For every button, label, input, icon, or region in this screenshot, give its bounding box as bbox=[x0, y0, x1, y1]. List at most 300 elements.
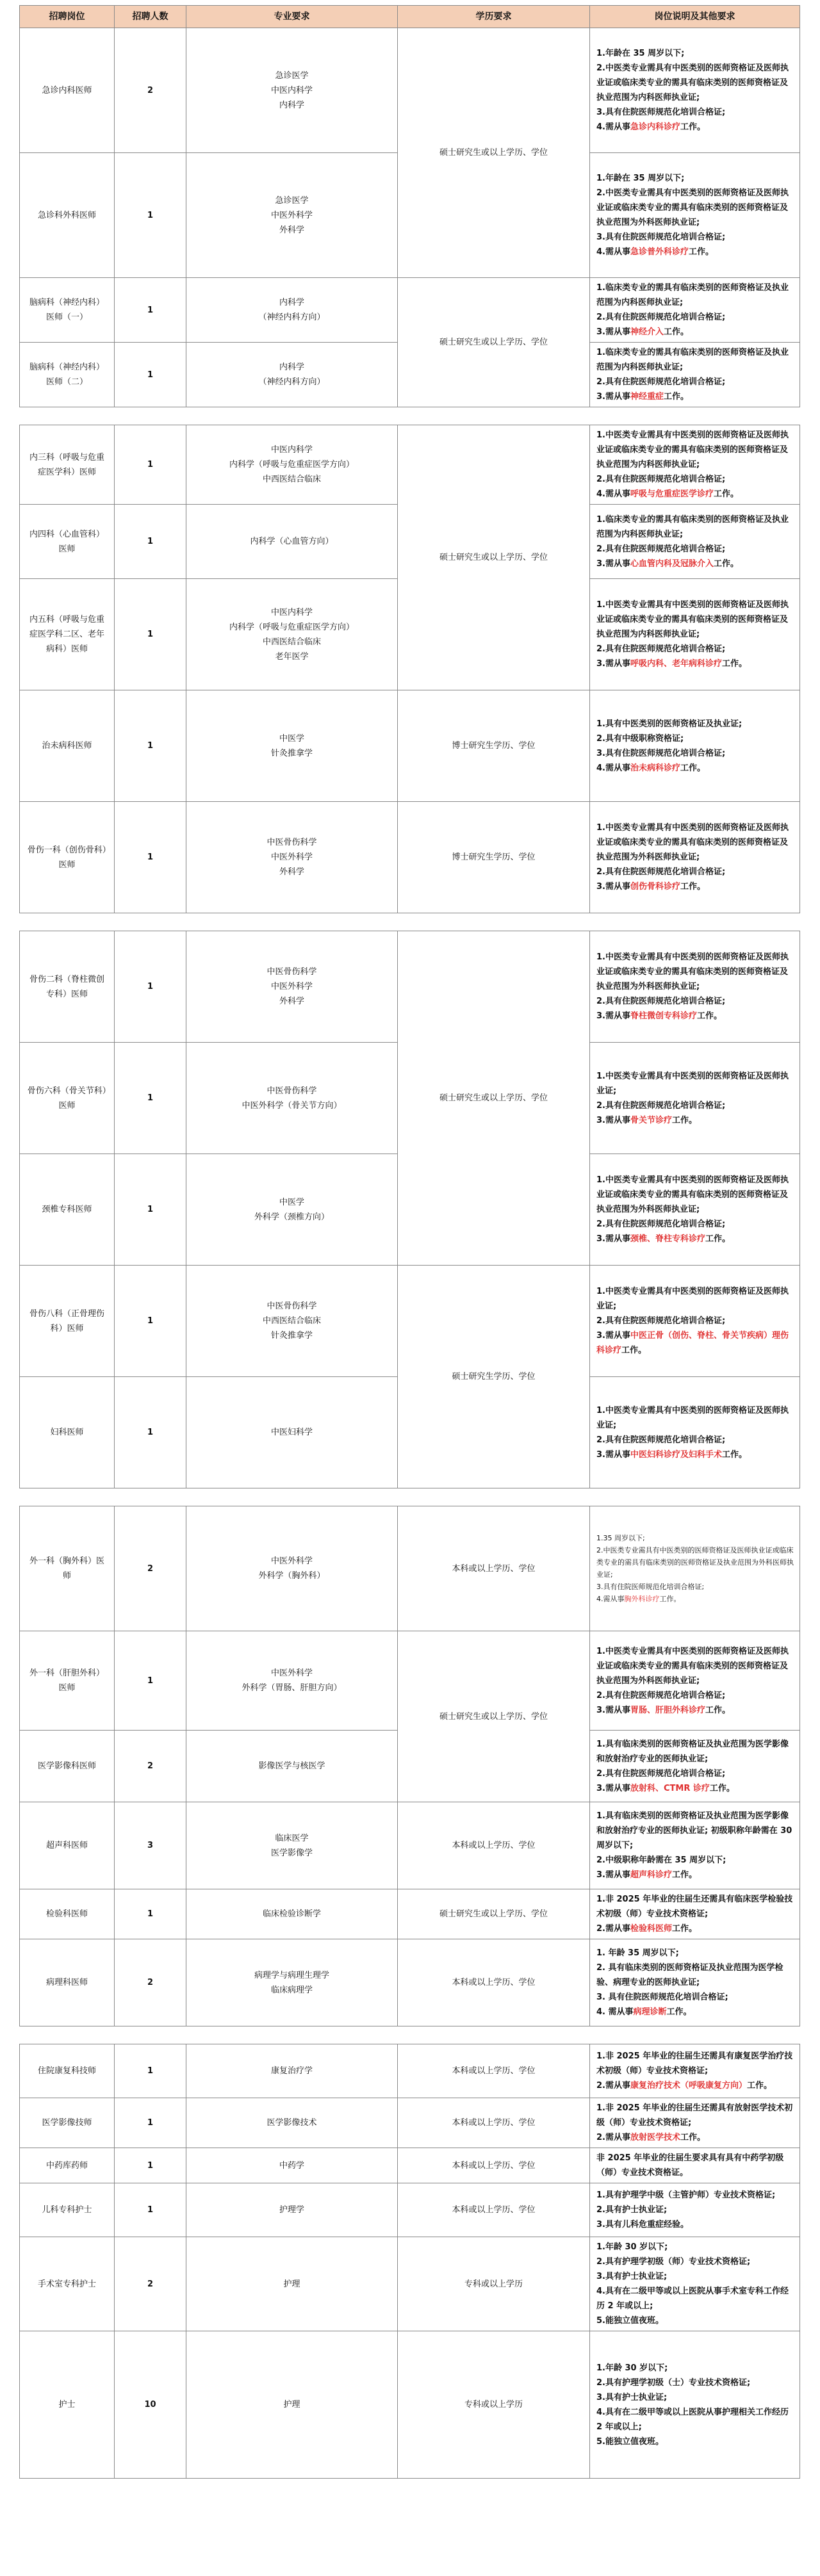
table-row bbox=[20, 1889, 800, 1939]
requirement-text: 1. 年龄 35 周岁以下; bbox=[596, 1948, 679, 1958]
education-requirement: 硕士研究生或以上学历、学位 bbox=[398, 1631, 590, 1802]
requirement-line bbox=[596, 994, 794, 1009]
post-name: 内四科（心血管科）医师 bbox=[20, 505, 115, 579]
requirement-line bbox=[596, 46, 794, 61]
post-name: 骨伤六科（骨关节科）医师 bbox=[20, 1043, 115, 1154]
major-item: 护理学 bbox=[279, 2205, 304, 2215]
requirement-text: 工作。 bbox=[747, 2081, 773, 2091]
major-item: 中医骨伤科学 bbox=[266, 838, 317, 847]
requirement-text: 2.具有住院医师规范化培训合格证; bbox=[596, 544, 726, 554]
requirement-text: 2.中医类专业需具有中医类别的医师资格证及医师执业证或临床类专业的需具有临床类别的医师资格证及执业范围为外科医师执业证; bbox=[596, 1546, 794, 1579]
headcount: 1 bbox=[115, 2183, 186, 2237]
requirement-text: 3.需从事 bbox=[596, 882, 630, 892]
position-requirements bbox=[590, 1802, 800, 1889]
major-item: 影像医学与核医学 bbox=[258, 1761, 325, 1771]
major-requirement bbox=[186, 425, 398, 505]
major-item: 临床检验诊断学 bbox=[262, 1909, 321, 1919]
requirement-line bbox=[596, 2078, 794, 2093]
requirement-line bbox=[596, 746, 794, 761]
requirement-line bbox=[596, 120, 794, 135]
headcount: 1 bbox=[115, 278, 186, 343]
requirement-text: 工作。 bbox=[709, 1783, 735, 1793]
requirement-text: 1.具有临床类别的医师资格证及执业范围为医学影像和放射治疗专业的医师执业证; 初级职称年龄需在 30 周岁以下; bbox=[596, 1811, 792, 1850]
requirement-line bbox=[596, 2269, 794, 2284]
education-requirement: 本科或以上学历、学位 bbox=[398, 2183, 590, 2237]
major-item: 外科学 bbox=[279, 225, 304, 235]
requirement-text: 3.需从事 bbox=[596, 558, 630, 569]
requirement-text: 4.需从事 bbox=[596, 489, 630, 499]
requirement-line bbox=[596, 1581, 794, 1593]
requirement-line bbox=[596, 642, 794, 656]
position-requirements bbox=[590, 1266, 800, 1377]
post-name: 骨伤二科（脊柱微创专科）医师 bbox=[20, 931, 115, 1043]
requirement-line bbox=[596, 2284, 794, 2313]
major-requirement bbox=[186, 278, 398, 343]
requirement-line bbox=[596, 2151, 794, 2180]
headcount: 1 bbox=[115, 153, 186, 278]
major-item: 急诊医学 bbox=[275, 195, 309, 206]
requirement-text: 4.具有在二级甲等或以上医院从事手术室专科工作经历 2 年或以上; bbox=[596, 2287, 789, 2311]
position-requirements bbox=[590, 579, 800, 690]
requirement-text: 3.需从事 bbox=[596, 1705, 630, 1715]
headcount: 1 bbox=[115, 1377, 186, 1488]
position-requirements bbox=[590, 1731, 800, 1802]
requirement-line bbox=[596, 375, 794, 389]
requirement-text: 工作。 bbox=[722, 1449, 748, 1460]
section-gap bbox=[20, 407, 800, 425]
requirement-line bbox=[596, 1737, 794, 1766]
education-requirement: 本科或以上学历、学位 bbox=[398, 2148, 590, 2183]
table-row bbox=[20, 1631, 800, 1731]
requirement-text: 2.具有住院医师规范化培训合格证; bbox=[596, 1768, 726, 1779]
requirement-text: 3.具有儿科危重症经验。 bbox=[596, 2220, 689, 2230]
requirement-line bbox=[596, 281, 794, 310]
requirement-text: 3.具有住院医师规范化培训合格证; bbox=[596, 1583, 705, 1591]
requirement-text: 2.具有住院医师规范化培训合格证; bbox=[596, 475, 726, 484]
headcount: 2 bbox=[115, 1731, 186, 1802]
headcount: 1 bbox=[115, 1154, 186, 1266]
requirement-text: 1.临床类专业的需具有临床类别的医师资格证及执业范围为内科医师执业证; bbox=[596, 348, 789, 372]
major-item: 护理 bbox=[283, 2400, 300, 2409]
highlighted-duty: 检验科医师 bbox=[630, 1924, 672, 1934]
highlighted-duty: 神经重症 bbox=[630, 392, 664, 402]
headcount: 2 bbox=[115, 1939, 186, 2026]
requirement-line bbox=[596, 1098, 794, 1113]
highlighted-duty: 呼吸与危重症医学诊疗 bbox=[630, 489, 714, 499]
headcount: 1 bbox=[115, 425, 186, 505]
major-requirement bbox=[186, 1939, 398, 2026]
headcount: 2 bbox=[115, 1506, 186, 1631]
requirement-text: 1.中医类专业需具有中医类别的医师资格证及医师执业证或临床类专业的需具有临床类别的医师资格证及执业范围为外科医师执业证; bbox=[596, 823, 789, 862]
highlighted-duty: 放射科、CTMR 诊疗 bbox=[630, 1783, 710, 1793]
position-requirements bbox=[590, 1889, 800, 1939]
requirement-line bbox=[596, 171, 794, 186]
position-requirements bbox=[590, 28, 800, 153]
major-requirement bbox=[186, 1377, 398, 1488]
section-gap-cell bbox=[20, 913, 800, 931]
headcount: 1 bbox=[115, 1266, 186, 1377]
requirement-line bbox=[596, 820, 794, 865]
major-requirement bbox=[186, 2098, 398, 2148]
post-name: 护士 bbox=[20, 2331, 115, 2479]
requirement-line bbox=[596, 2405, 794, 2434]
requirement-text: 1.中医类专业需具有中医类别的医师资格证及医师执业证或临床类专业的需具有临床类别的医师资格证及执业范围为外科医师执业证; bbox=[596, 952, 789, 991]
highlighted-duty: 颈椎、脊柱专科诊疗 bbox=[630, 1234, 705, 1244]
post-name: 医学影像科医师 bbox=[20, 1731, 115, 1802]
major-item: 中药学 bbox=[279, 2160, 304, 2171]
header-requirements: 岗位说明及其他要求 bbox=[590, 6, 800, 28]
education-requirement: 博士研究生学历、学位 bbox=[398, 802, 590, 913]
requirement-text: 3.需从事 bbox=[596, 392, 630, 402]
post-name: 外一科（肝胆外科）医师 bbox=[20, 1631, 115, 1731]
education-requirement: 本科或以上学历、学位 bbox=[398, 2098, 590, 2148]
requirement-line bbox=[596, 428, 794, 472]
requirement-text: 3.具有护士执业证; bbox=[596, 2272, 668, 2281]
requirement-text: 工作。 bbox=[672, 1870, 698, 1880]
section-gap-cell bbox=[20, 1488, 800, 1506]
headcount: 2 bbox=[115, 28, 186, 153]
education-requirement: 本科或以上学历、学位 bbox=[398, 1939, 590, 2026]
requirement-text: 2.中级职称年龄需在 35 周岁以下; bbox=[596, 1855, 726, 1865]
major-item: 外科学 bbox=[279, 997, 304, 1006]
major-requirement bbox=[186, 690, 398, 802]
table-row bbox=[20, 1802, 800, 1889]
headcount: 1 bbox=[115, 1043, 186, 1154]
requirement-line bbox=[596, 2005, 794, 2019]
requirement-text: 2.具有住院医师规范化培训合格证; bbox=[596, 1690, 726, 1700]
major-item: 中医外科学 bbox=[270, 852, 313, 862]
requirement-text: 1.非 2025 年毕业的往届生还需具有临床医学检验技术初级（师）专业技术资格证; bbox=[596, 1895, 793, 1919]
table-header-row bbox=[20, 6, 800, 28]
requirement-text: 工作。 bbox=[689, 247, 714, 257]
major-item: 中医学 bbox=[279, 1197, 304, 1207]
requirement-line bbox=[596, 1593, 794, 1605]
requirement-line bbox=[596, 656, 794, 671]
requirement-text: 工作。 bbox=[664, 327, 689, 337]
major-item: 中医外科学 bbox=[270, 1556, 313, 1566]
requirement-line bbox=[596, 1232, 794, 1246]
requirement-text: 2.具有住院医师规范化培训合格证; bbox=[596, 997, 726, 1006]
major-requirement bbox=[186, 1631, 398, 1731]
requirement-line bbox=[596, 1688, 794, 1703]
headcount: 10 bbox=[115, 2331, 186, 2479]
headcount: 1 bbox=[115, 1631, 186, 1731]
highlighted-duty: 放射医学技术 bbox=[630, 2133, 680, 2142]
requirement-line bbox=[596, 1173, 794, 1217]
header-post: 招聘岗位 bbox=[20, 6, 115, 28]
major-requirement bbox=[186, 579, 398, 690]
requirement-text: 1.中医类专业需具有中医类别的医师资格证及医师执业证或临床类专业的需具有临床类别的医师资格证及执业范围为外科医师执业证; bbox=[596, 1175, 789, 1214]
requirement-text: 1.年龄 30 岁以下; bbox=[596, 2242, 668, 2252]
post-name: 急诊科外科医师 bbox=[20, 153, 115, 278]
requirement-text: 工作。 bbox=[680, 2133, 706, 2142]
requirement-text: 3.需从事 bbox=[596, 1870, 630, 1880]
education-requirement: 硕士研究生或以上学历、学位 bbox=[398, 1889, 590, 1939]
requirement-text: 工作。 bbox=[680, 122, 706, 132]
requirement-text: 1.年龄在 35 周岁以下; bbox=[596, 49, 685, 58]
post-name: 骨伤一科（创伤骨科）医师 bbox=[20, 802, 115, 913]
requirement-text: 3.需从事 bbox=[596, 659, 630, 669]
education-requirement: 硕士研究生学历、学位 bbox=[398, 1266, 590, 1488]
requirement-line bbox=[596, 1781, 794, 1796]
education-requirement: 专科或以上学历 bbox=[398, 2237, 590, 2331]
requirement-text: 5.能独立值夜班。 bbox=[596, 2316, 664, 2326]
major-item: 内科学 bbox=[279, 100, 304, 110]
requirement-text: 3.具有住院医师规范化培训合格证; bbox=[596, 108, 726, 117]
headcount: 3 bbox=[115, 1802, 186, 1889]
major-item: 外科学（颈椎方向） bbox=[254, 1212, 329, 1222]
post-name: 手术室专科护士 bbox=[20, 2237, 115, 2331]
requirement-text: 工作。 bbox=[680, 763, 706, 773]
highlighted-duty: 脊柱微创专科诊疗 bbox=[630, 1011, 697, 1021]
table-row bbox=[20, 1939, 800, 2026]
headcount: 1 bbox=[115, 2148, 186, 2183]
major-requirement bbox=[186, 505, 398, 579]
highlighted-duty: 心血管内科及冠脉介入 bbox=[630, 558, 714, 569]
requirement-text: 3.需从事 bbox=[596, 1783, 630, 1793]
requirement-text: 2.具有住院医师规范化培训合格证; bbox=[596, 1100, 726, 1111]
major-item: （神经内科方向） bbox=[258, 313, 325, 322]
major-item: 内科学 bbox=[279, 363, 304, 372]
requirement-text: 2.具有护理学初级（师）专业技术资格证; bbox=[596, 2257, 751, 2267]
requirement-line bbox=[596, 345, 794, 375]
requirement-text: 1.中医类专业需具有中医类别的医师资格证及医师执业证或临床类专业的需具有临床类别的医师资格证及执业范围为外科医师执业证; bbox=[596, 1646, 789, 1686]
requirement-text: 3.需从事 bbox=[596, 1331, 630, 1341]
section-gap-cell bbox=[20, 407, 800, 425]
education-requirement: 硕士研究生或以上学历、学位 bbox=[398, 28, 590, 278]
headcount: 1 bbox=[115, 2098, 186, 2148]
requirement-line bbox=[596, 1447, 794, 1462]
requirement-line bbox=[596, 879, 794, 894]
major-item: 医学影像技术 bbox=[266, 2118, 317, 2128]
requirement-line bbox=[596, 186, 794, 230]
major-item: 中西医结合临床 bbox=[262, 1316, 321, 1326]
position-requirements bbox=[590, 2044, 800, 2098]
requirement-text: 工作。 bbox=[672, 1115, 698, 1125]
requirement-text: 3.需从事 bbox=[596, 1234, 630, 1244]
requirement-text: 1.中医类专业需具有中医类别的医师资格证及医师执业证; bbox=[596, 1287, 789, 1311]
requirement-text: 1.中医类专业需具有中医类别的医师资格证及医师执业证或临床类专业的需具有临床类别的医师资格证及执业范围为内科医师执业证; bbox=[596, 600, 789, 639]
requirement-text: 工作。 bbox=[680, 882, 706, 892]
post-name: 外一科（胸外科）医师 bbox=[20, 1506, 115, 1631]
requirement-text: 2.具有住院医师规范化培训合格证; bbox=[596, 644, 726, 654]
requirement-line bbox=[596, 2254, 794, 2269]
headcount: 1 bbox=[115, 1889, 186, 1939]
header-major: 专业要求 bbox=[186, 6, 398, 28]
requirement-text: 工作。 bbox=[705, 1705, 731, 1715]
requirement-text: 2.具有护士执业证; bbox=[596, 2205, 668, 2215]
education-requirement: 本科或以上学历、学位 bbox=[398, 1802, 590, 1889]
highlighted-duty: 中医正骨（创伤、脊柱、骨关节疾病）理伤科诊疗 bbox=[596, 1331, 789, 1355]
requirement-line bbox=[596, 2203, 794, 2217]
education-requirement: 专科或以上学历 bbox=[398, 2331, 590, 2479]
post-name: 医学影像技师 bbox=[20, 2098, 115, 2148]
major-requirement bbox=[186, 1802, 398, 1889]
position-requirements bbox=[590, 2098, 800, 2148]
position-requirements bbox=[590, 505, 800, 579]
position-requirements bbox=[590, 802, 800, 913]
requirement-text: 2.需从事 bbox=[596, 1924, 630, 1934]
requirement-line bbox=[596, 325, 794, 339]
major-requirement bbox=[186, 2148, 398, 2183]
highlighted-duty: 创伤骨科诊疗 bbox=[630, 882, 680, 892]
requirement-text: 2.具有住院医师规范化培训合格证; bbox=[596, 1219, 726, 1229]
position-requirements bbox=[590, 1939, 800, 2026]
major-requirement bbox=[186, 1731, 398, 1802]
requirement-text: 1.临床类专业的需具有临床类别的医师资格证及执业范围为内科医师执业证; bbox=[596, 514, 789, 539]
highlighted-duty: 急诊普外科诊疗 bbox=[630, 247, 689, 257]
table-row bbox=[20, 1506, 800, 1631]
position-requirements bbox=[590, 1377, 800, 1488]
requirement-line bbox=[596, 472, 794, 487]
requirement-text: 2.具有住院医师规范化培训合格证; bbox=[596, 1435, 726, 1445]
headcount: 1 bbox=[115, 2044, 186, 2098]
requirement-line bbox=[596, 2217, 794, 2232]
education-requirement: 本科或以上学历、学位 bbox=[398, 1506, 590, 1631]
requirement-text: 2.中医类专业需具有中医类别的医师资格证及医师执业证或临床类专业的需具有临床类别的医师资格证及执业范围为内科医师执业证; bbox=[596, 63, 789, 102]
requirement-text: 2.需从事 bbox=[596, 2133, 630, 2142]
requirement-text: 3. 具有住院医师规范化培训合格证; bbox=[596, 1993, 728, 2002]
major-requirement bbox=[186, 2237, 398, 2331]
requirement-line bbox=[596, 717, 794, 731]
major-requirement bbox=[186, 931, 398, 1043]
highlighted-duty: 病理诊断 bbox=[633, 2007, 667, 2017]
post-name: 内五科（呼吸与危重症医学科二区、老年病科）医师 bbox=[20, 579, 115, 690]
requirement-line bbox=[596, 1921, 794, 1936]
major-requirement bbox=[186, 802, 398, 913]
table-row bbox=[20, 931, 800, 1043]
requirement-line bbox=[596, 512, 794, 542]
headcount: 1 bbox=[115, 505, 186, 579]
requirement-line bbox=[596, 1328, 794, 1358]
table-row bbox=[20, 1266, 800, 1377]
requirement-text: 1.中医类专业需具有中医类别的医师资格证及医师执业证; bbox=[596, 1071, 789, 1096]
major-item: 中西医结合临床 bbox=[262, 475, 321, 484]
major-item: 中医骨伤科学 bbox=[266, 1301, 317, 1311]
post-name: 颈椎专科医师 bbox=[20, 1154, 115, 1266]
requirement-text: 1.具有中医类别的医师资格证及执业证; bbox=[596, 719, 742, 729]
position-requirements bbox=[590, 153, 800, 278]
headcount: 1 bbox=[115, 343, 186, 407]
headcount: 1 bbox=[115, 690, 186, 802]
requirement-text: 工作。 bbox=[722, 659, 748, 669]
requirement-text: 4. 需从事 bbox=[596, 2007, 634, 2017]
major-requirement bbox=[186, 2044, 398, 2098]
major-item: 中医外科学 bbox=[270, 210, 313, 220]
requirement-line bbox=[596, 1113, 794, 1128]
section-gap-cell bbox=[20, 2026, 800, 2044]
major-item: 内科学 bbox=[279, 298, 304, 307]
requirement-text: 工作。 bbox=[666, 2007, 692, 2017]
requirement-text: 1.年龄 30 岁以下; bbox=[596, 2363, 668, 2373]
requirement-line bbox=[596, 2376, 794, 2390]
requirement-text: 2.中医类专业需具有中医类别的医师资格证及医师执业证或临床类专业的需具有临床类别的医师资格证及执业范围为外科医师执业证; bbox=[596, 188, 789, 227]
highlighted-duty: 中医妇科诊疗及妇科手术 bbox=[630, 1449, 722, 1460]
requirement-line bbox=[596, 2130, 794, 2145]
requirement-text: 1.35 周岁以下; bbox=[596, 1534, 645, 1542]
requirement-line bbox=[596, 598, 794, 642]
requirement-line bbox=[596, 1703, 794, 1718]
position-requirements bbox=[590, 343, 800, 407]
major-requirement bbox=[186, 1043, 398, 1154]
requirement-text: 2.具有护理学初级（士）专业技术资格证; bbox=[596, 2377, 751, 2388]
requirement-text: 1.中医类专业需具有中医类别的医师资格证及医师执业证或临床类专业的需具有临床类别的医师资格证及执业范围为内科医师执业证; bbox=[596, 430, 789, 469]
major-item: （神经内科方向） bbox=[258, 377, 325, 387]
requirement-line bbox=[596, 1314, 794, 1328]
major-requirement bbox=[186, 1889, 398, 1939]
requirement-text: 工作。 bbox=[664, 392, 689, 402]
major-item: 内科学（呼吸与危重症医学方向） bbox=[229, 460, 354, 469]
requirement-line bbox=[596, 1961, 794, 1990]
requirement-text: 3.需从事 bbox=[596, 327, 630, 337]
requirement-text: 4.需从事 bbox=[596, 763, 630, 773]
position-requirements bbox=[590, 931, 800, 1043]
major-item: 外科学（胸外科） bbox=[258, 1571, 325, 1581]
table-row bbox=[20, 2183, 800, 2237]
requirement-text: 2.具有住院医师规范化培训合格证; bbox=[596, 867, 726, 877]
major-item: 临床医学 bbox=[275, 1833, 309, 1843]
requirement-text: 2.需从事 bbox=[596, 2081, 630, 2091]
highlighted-duty: 超声科诊疗 bbox=[630, 1870, 672, 1880]
major-item: 急诊医学 bbox=[275, 70, 309, 81]
requirement-text: 1.非 2025 年毕业的往届生还需具有放射医学技术初级（师）专业技术资格证; bbox=[596, 2103, 793, 2128]
table-row bbox=[20, 2331, 800, 2479]
major-item: 医学影像学 bbox=[270, 1848, 313, 1858]
requirement-line bbox=[596, 1868, 794, 1882]
highlighted-duty: 骨关节诊疗 bbox=[630, 1115, 672, 1125]
recruitment-table bbox=[19, 5, 800, 2479]
requirement-text: 工作。 bbox=[659, 1595, 681, 1603]
major-item: 外科学（胃肠、肝胆方向） bbox=[242, 1683, 342, 1693]
requirement-line bbox=[596, 1990, 794, 2005]
section-gap bbox=[20, 2026, 800, 2044]
major-item: 中医内科学 bbox=[270, 607, 313, 617]
highlighted-duty: 呼吸内科、老年病科诊疗 bbox=[630, 659, 722, 669]
requirement-text: 2.具有中级职称资格证; bbox=[596, 733, 684, 744]
major-item: 老年医学 bbox=[275, 651, 309, 662]
requirement-line bbox=[596, 61, 794, 105]
requirement-text: 2. 具有临床类别的医师资格证及执业范围为医学检验、病理专业的医师执业证; bbox=[596, 1963, 783, 1987]
requirement-line bbox=[596, 2101, 794, 2130]
requirement-line bbox=[596, 1853, 794, 1868]
table-row bbox=[20, 2044, 800, 2098]
requirement-line bbox=[596, 1766, 794, 1781]
headcount: 1 bbox=[115, 579, 186, 690]
requirement-line bbox=[596, 1009, 794, 1023]
major-item: 中医外科学 bbox=[270, 1668, 313, 1678]
requirement-text: 4.具有在二级甲等或以上医院从事护理相关工作经历 2 年或以上; bbox=[596, 2407, 789, 2432]
requirement-text: 1.具有护理学中级（主管护师）专业技术资格证; bbox=[596, 2190, 776, 2200]
position-requirements bbox=[590, 425, 800, 505]
table-row bbox=[20, 28, 800, 153]
requirement-text: 3.需从事 bbox=[596, 1011, 630, 1021]
requirement-line bbox=[596, 761, 794, 776]
requirement-text: 4.需从事 bbox=[596, 122, 630, 132]
table-row bbox=[20, 690, 800, 802]
section-gap bbox=[20, 913, 800, 931]
requirement-line bbox=[596, 1284, 794, 1314]
post-name: 病理科医师 bbox=[20, 1939, 115, 2026]
major-item: 中西医结合临床 bbox=[262, 637, 321, 647]
requirement-line bbox=[596, 950, 794, 994]
requirement-line bbox=[596, 230, 794, 245]
requirement-line bbox=[596, 1544, 794, 1581]
headcount: 1 bbox=[115, 931, 186, 1043]
header-education: 学历要求 bbox=[398, 6, 590, 28]
major-requirement bbox=[186, 1506, 398, 1631]
education-requirement: 硕士研究生或以上学历、学位 bbox=[398, 425, 590, 690]
position-requirements bbox=[590, 690, 800, 802]
